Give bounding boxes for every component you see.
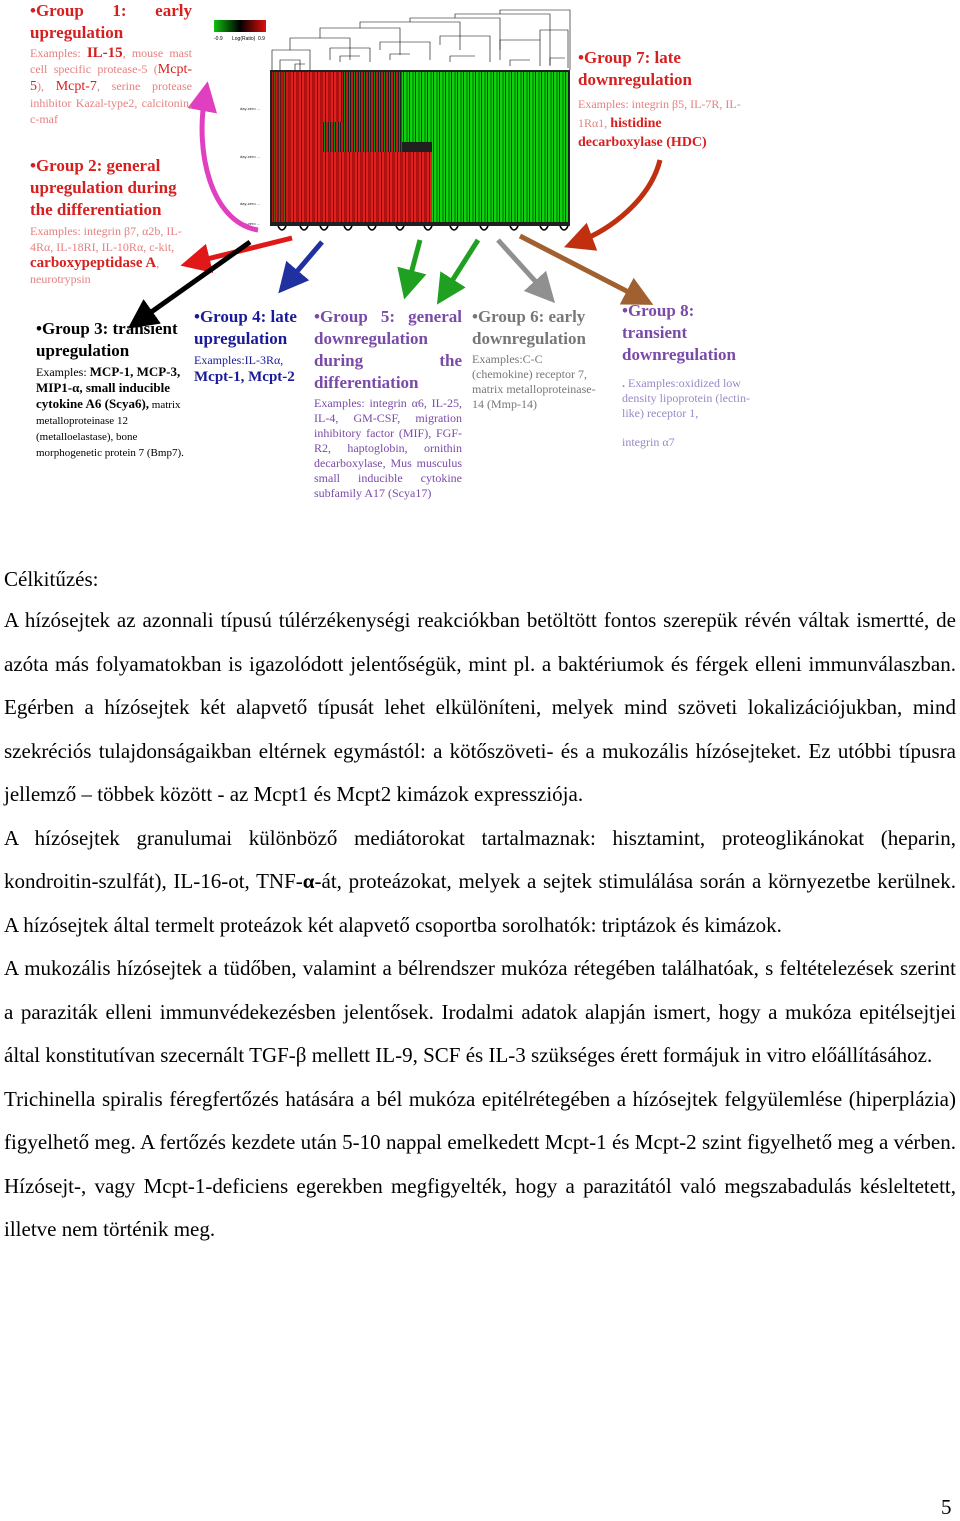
group3-examples: Examples: MCP-1, MCP-3, MIP1-α, small inducible cytokine A6 (Scya6), matrix metalloproteinase 12 (metalloelastase), bone morphogenetic protein 7 (Bmp7). (36, 364, 184, 459)
paragraph-3: A mukozális hízósejtek a tüdőben, valamint a bélrendszer mukóza rétegében találhatóak, s feltételezések szerint a paraziták elleni immunvédekezésben jelentősek. Irodalmi adatok alapján ismert, hogy a mukóza epitélsejtjei által konstitutívan szecernált TGF-β mellett IL-9, SCF és IL-3 szükséges érett formájuk in vitro előállításához. (4, 956, 956, 1067)
group1-examples: Examples: IL-15, mouse mast cell specific protease-5 (Mcpt-5), Mcpt-7, serine protease inhibitor Kazal-type2, calcitonin, c-maf (30, 45, 192, 126)
group2-box (30, 155, 198, 287)
group2-title: •Group 2: general upregulation during the differentiation (30, 156, 177, 219)
paragraph-4: Trichinella spiralis féregfertőzés hatására a bél mukóza epitélrétegében a hízósejtek felgyülemlése (hiperplázia) figyelhető meg. A fertőzés kezdete után 5-10 nappal emelkedett Mcpt-1 és Mcpt-2 szint figyelhető meg a vérben. Hízósejt-, vagy Mcpt-1-deficiens egerekben megfigyelték, hogy a parazitától való megszabadulás késleltetett, illetve nem történik meg. (4, 1086, 956, 1241)
group5-title: •Group 5: general downregulation during the differentiation (314, 307, 462, 392)
arrow-group5b (445, 240, 478, 292)
group5-box (314, 306, 462, 501)
group3-title: •Group 3: transient upregulation (36, 319, 178, 360)
group6-title: •Group 6: early downregulation (472, 307, 586, 348)
group4-box (194, 306, 312, 386)
heatmap-row-label: day-zero ... (240, 201, 261, 206)
arrow-group5a (408, 240, 420, 285)
group2-examples: Examples: integrin β7, α2b, IL-4Rα, IL-18RI, IL-10Rα, c-kit, carboxypeptidase A, neurotrypsin (30, 224, 182, 286)
body-text (4, 599, 956, 1252)
arrow-group1 (202, 96, 261, 230)
heatmap-legend-right: 0.9 (258, 36, 265, 42)
group4-title: •Group 4: late upregulation (194, 307, 297, 348)
group5-examples: Examples: integrin α6, IL-25, IL-4, GM-CSF, migration inhibitory factor (MIF), FGF-R2, haptoglobin, ornithin decarboxylase, Mus musculus small inducible cytokine subfamily A17 (Scya17) (314, 396, 462, 500)
group7-title: •Group 7: late downregulation (578, 48, 692, 89)
section-heading: Célkitűzés: (4, 567, 99, 591)
heatmap-row-label: day-zero ... (240, 221, 261, 226)
arrow-group2 (195, 238, 292, 262)
paragraph-2: A hízósejtek granulumai különböző mediátorokat tartalmaznak: hisztamint, proteoglikánokat (heparin, kondroitin-szulfát), IL-16-ot, TNF-α-át, proteázokat, melyek a sejtek stimulálása során a környezetbe kerülnek. A hízósejtek által termelt proteázok két alapvető csoportba sorolhatók: triptázok és kimázok. (4, 825, 956, 937)
group8-title: •Group 8: transient downregulation (622, 301, 736, 364)
group6-examples: Examples:C-C (chemokine) receptor 7, matrix metalloproteinase-14 (Mmp-14) (472, 352, 596, 411)
group8-examples2: integrin α7 (622, 435, 675, 449)
group8-examples: . Examples:oxidized low density lipoprotein (lectin-like) receptor 1, (622, 376, 750, 420)
group7-box (578, 47, 748, 152)
heatmap-legend-left: -0.9 (214, 36, 223, 42)
group7-examples: Examples: integrin β5, IL-7R, IL-1Rα1, histidine decarboxylase (HDC) (578, 97, 741, 150)
page-number: 5 (941, 1495, 952, 1519)
arrow-group7 (578, 160, 660, 242)
group4-examples: Examples:IL-3Rα, (194, 353, 284, 367)
group1-box (30, 0, 192, 127)
arrow-group4 (288, 242, 322, 282)
group8-box (622, 300, 762, 450)
heatmap-legend-mid: Log(Ratio) (232, 36, 256, 42)
group3-box (36, 318, 186, 461)
heatmap-row-label: day-zero ... (240, 106, 261, 111)
group1-title: •Group 1: early upregulation (30, 1, 192, 42)
group4-bold: Mcpt-1, Mcpt-2 (194, 369, 295, 385)
arrow-group8 (520, 236, 640, 298)
group6-box (472, 306, 602, 412)
paragraph-1: A hízósejtek az azonnali típusú túlérzékenységi reakciókban betöltött fontos szerepük révén váltak ismertté, de azóta más folyamatokban is igazolódott jelentőségük, mint pl. a baktériumok és férgek elleni immunválaszban. Egérben a hízósejtek két alapvető típusát lehet elkülöníteni, melyek mind szöveti lokalizációjukban, mind szekréciós tulajdonságaikban eltérnek egymástól: a kötőszöveti- és a mukozális hízósejteket. Ez utóbbi típusra jellemző – többek között - az Mcpt1 és Mcpt2 kimázok expressziója. (4, 608, 956, 806)
heatmap-row-label: day-zero ... (240, 154, 261, 159)
